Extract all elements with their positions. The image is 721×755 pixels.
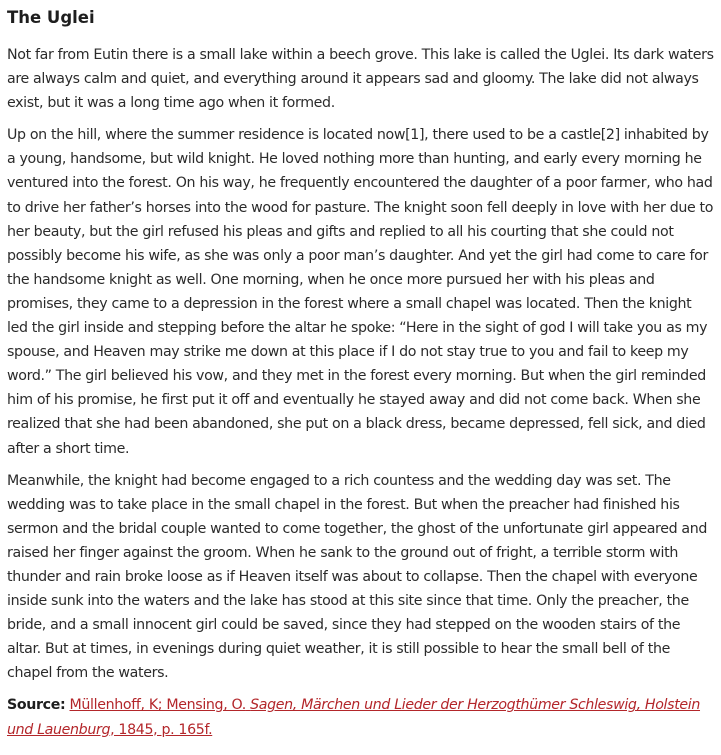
source-authors: Müllenhoff, K; Mensing, O. bbox=[69, 697, 246, 714]
source-label: Source: bbox=[7, 697, 66, 714]
source-citation bbox=[7, 693, 714, 741]
source-link[interactable] bbox=[7, 697, 700, 737]
page-title: The Uglei bbox=[7, 8, 95, 27]
source-details: , 1845, p. 165f. bbox=[110, 721, 213, 738]
paragraph-2: Up on the hill, where the summer residence is located now[1], there used to be a castle[2] inhabited by a young, handsome, but wild knight. He loved nothing more than hunting, and early every morning he ventured into the forest. On his way, he frequently encountered the daughter of a poor farmer, who had to drive her father’s horses into the wood for pasture. The knight soon fell deeply in love with her due to her beauty, but the girl refused his pleas and gifts and replied to all his courting that she could not possibly become his wife, as she was only a poor man’s daughter. And yet the girl had come to care for the handsome knight as well. One morning, when he once more pursued her with his pleas and promises, they came to a depression in the forest where a small chapel was located. Then the knight led the girl inside and stepping before the altar he spoke: “Here in the sight of god I will take you as my spouse, and Heaven may strike me down at this place if I do not stay true to you and fail to keep my word.” The girl believed his vow, and they met in the forest every morning. But when the girl reminded him of his promise, he first put it off and eventually he stayed away and did not come back. When she realized that she had been abandoned, she put on a black dress, became depressed, fell sick, and died after a short time. bbox=[7, 127, 714, 457]
source-book-title: Sagen, Märchen und Lieder der Herzogthümer Schleswig, Holstein und Lauenburg bbox=[7, 697, 701, 738]
paragraph-1: Not far from Eutin there is a small lake within a beech grove. This lake is called the Uglei. Its dark waters are always calm and quiet, and everything around it appears sad and gloomy. The lake did not always exist, but it was a long time ago when it formed. bbox=[7, 47, 714, 112]
paragraph-3: Meanwhile, the knight had become engaged to a rich countess and the wedding day was set. The wedding was to take place in the small chapel in the forest. But when the preacher had finished his sermon and the bridal couple wanted to come together, the ghost of the unfortunate girl appeared and raised her finger against the groom. When he sank to the ground out of fright, a terrible storm with thunder and rain broke loose as if Heaven itself was about to collapse. Then the chapel with everyone inside sunk into the waters and the lake has stood at this site since that time. Only the preacher, the bride, and a small innocent girl could be saved, since they had stepped on the wooden stairs of the altar. But at times, in evenings during quiet weather, it is still possible to hear the small bell of the chapel from the waters. bbox=[7, 472, 708, 682]
